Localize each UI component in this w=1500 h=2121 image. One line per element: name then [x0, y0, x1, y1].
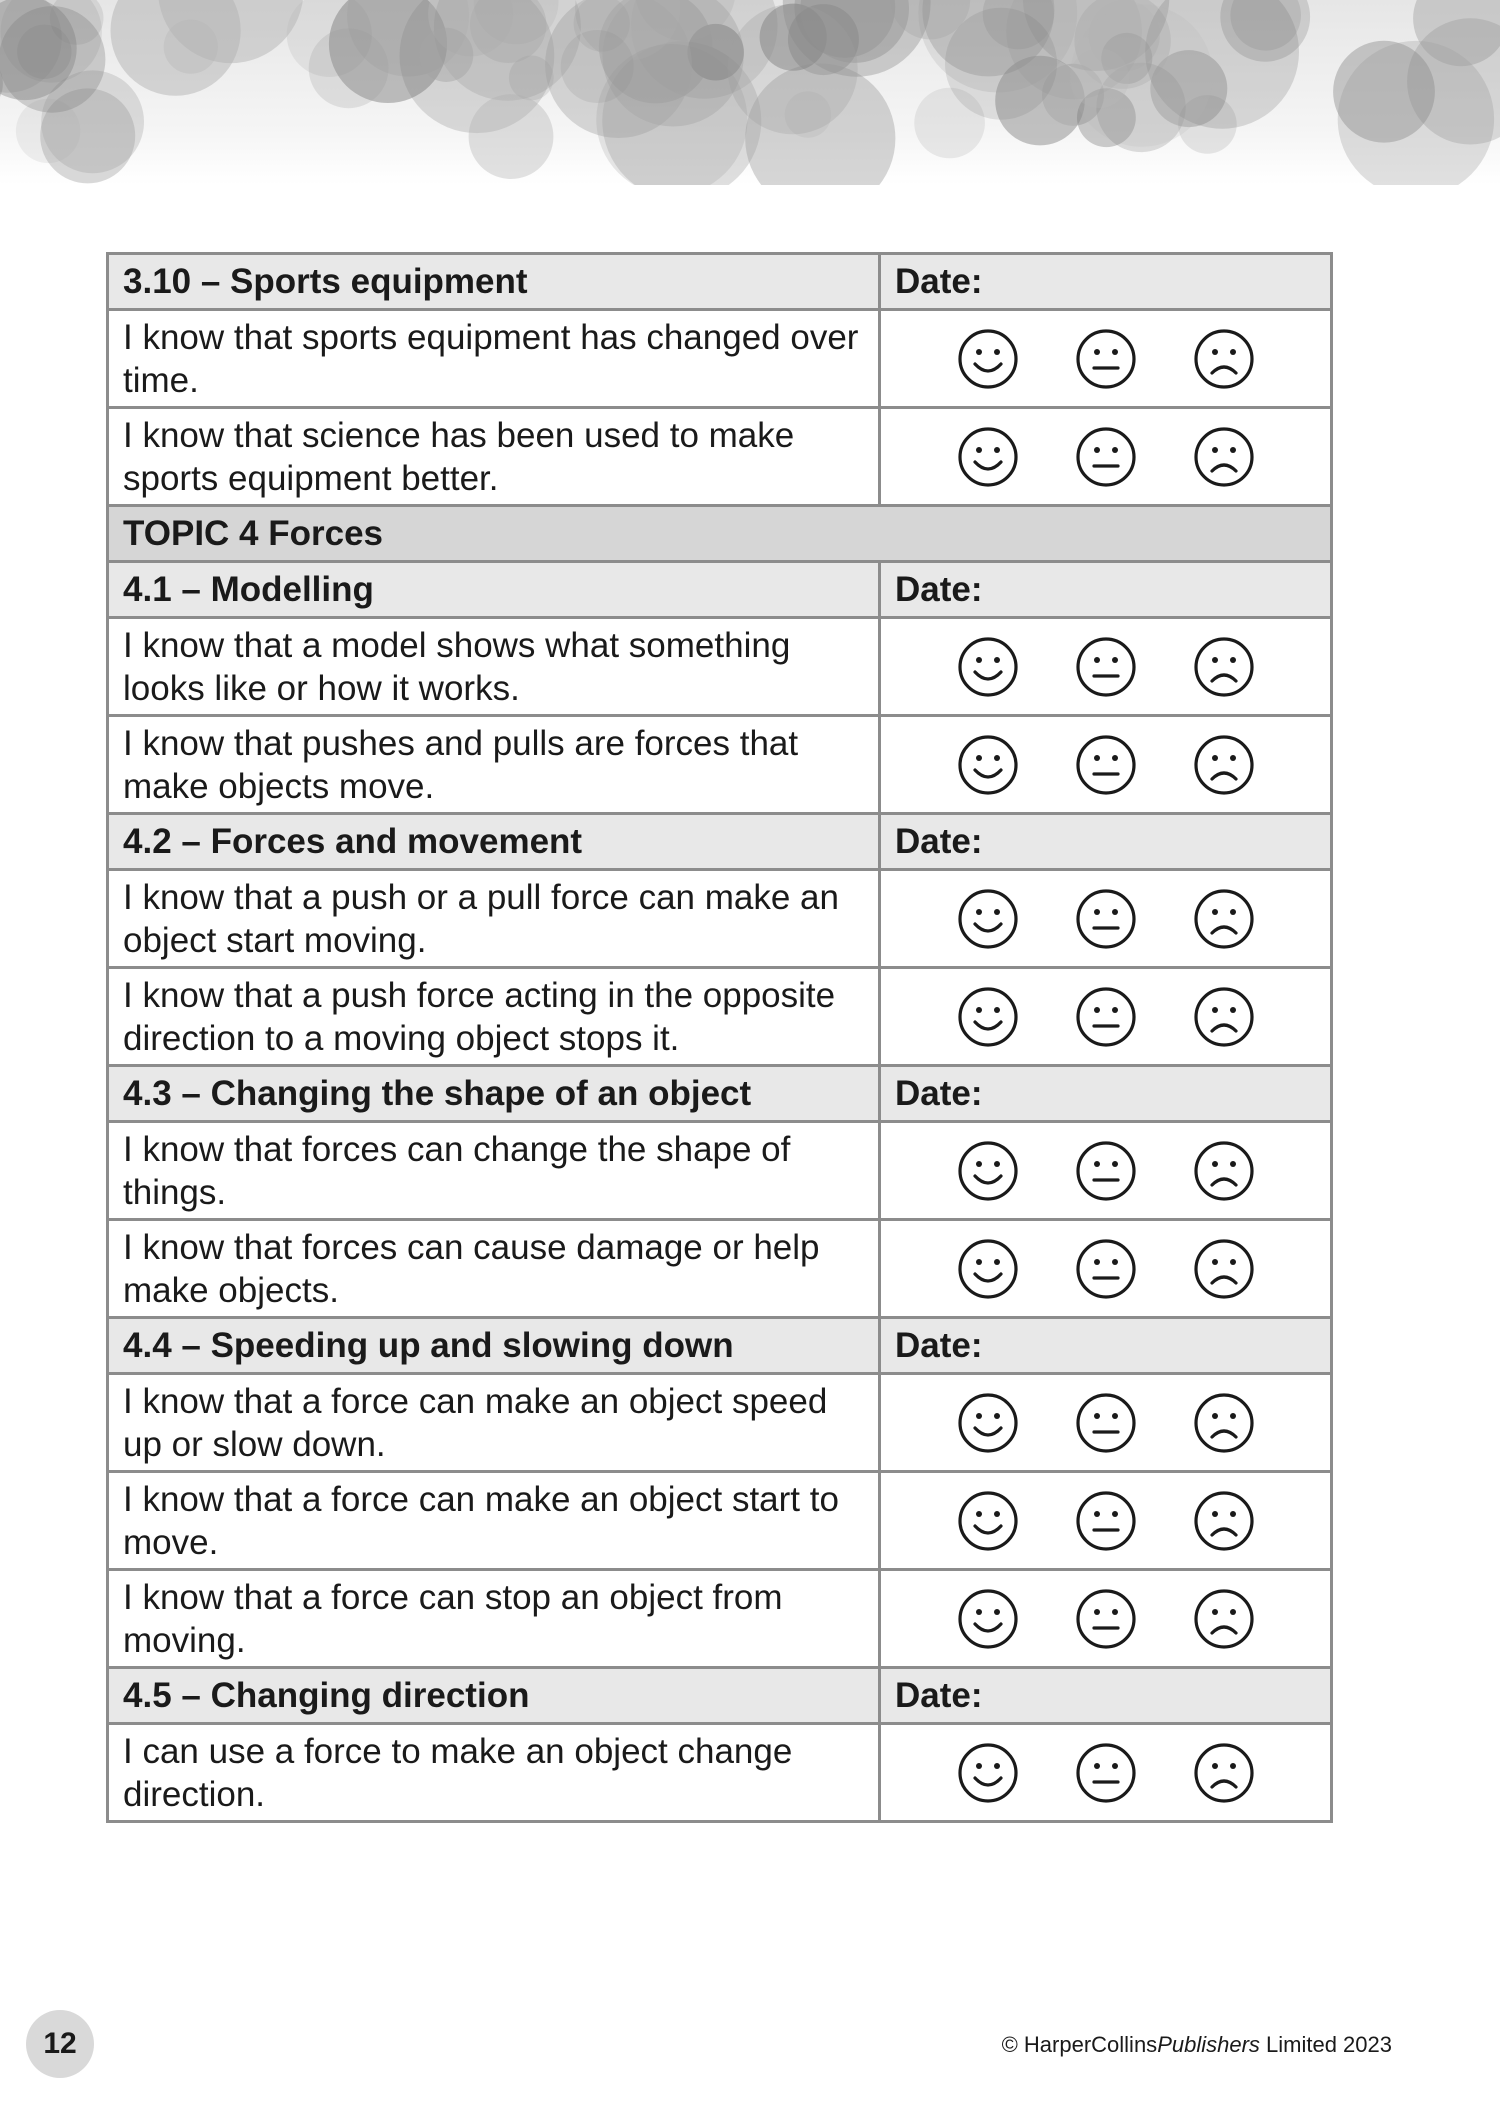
copyright-publisher: Publishers	[1157, 2032, 1260, 2057]
statement-text: I know that pushes and pulls are forces that make objects move.	[108, 716, 880, 814]
statement-text: I know that forces can cause damage or help make objects.	[108, 1220, 880, 1318]
statement-text: I know that a force can make an object start to move.	[108, 1472, 880, 1570]
happy-face-icon[interactable]	[957, 1588, 1019, 1650]
neutral-face-icon[interactable]	[1075, 1392, 1137, 1454]
statement-text: I know that a push or a pull force can make an object start moving.	[108, 870, 880, 968]
sad-face-icon[interactable]	[1193, 734, 1255, 796]
lesson-heading-row	[108, 562, 1332, 618]
happy-face-icon[interactable]	[957, 888, 1019, 950]
sad-face-icon[interactable]	[1193, 888, 1255, 950]
statement-row	[108, 1374, 1332, 1472]
bubble-shape	[0, 6, 105, 113]
statement-text: I know that science has been used to make sports equipment better.	[108, 408, 880, 506]
statement-row	[108, 1724, 1332, 1822]
lesson-title: 3.10 – Sports equipment	[108, 254, 880, 310]
statement-row	[108, 1570, 1332, 1668]
statement-row	[108, 968, 1332, 1066]
happy-face-icon[interactable]	[957, 1238, 1019, 1300]
statement-text: I know that a push force acting in the opposite direction to a moving object stops it.	[108, 968, 880, 1066]
sad-face-icon[interactable]	[1193, 1742, 1255, 1804]
self-rating-faces	[880, 1374, 1332, 1472]
self-rating-faces	[880, 1220, 1332, 1318]
copyright-notice	[1002, 2032, 1392, 2058]
bubble-shape	[419, 28, 473, 82]
lesson-title: 4.4 – Speeding up and slowing down	[108, 1318, 880, 1374]
self-assessment-checklist	[106, 252, 1333, 1823]
statement-text: I know that sports equipment has changed over time.	[108, 310, 880, 408]
lesson-heading-row	[108, 1066, 1332, 1122]
self-rating-faces	[880, 1724, 1332, 1822]
bubble-shape	[1070, 4, 1212, 146]
sad-face-icon[interactable]	[1193, 1392, 1255, 1454]
neutral-face-icon[interactable]	[1075, 1588, 1137, 1650]
neutral-face-icon[interactable]	[1075, 1238, 1137, 1300]
happy-face-icon[interactable]	[957, 1392, 1019, 1454]
statement-row	[108, 870, 1332, 968]
statement-row	[108, 1122, 1332, 1220]
neutral-face-icon[interactable]	[1075, 1742, 1137, 1804]
date-field[interactable]: Date:	[880, 1066, 1332, 1122]
self-rating-faces	[880, 1122, 1332, 1220]
date-field[interactable]: Date:	[880, 254, 1332, 310]
bubble-shape	[309, 28, 389, 108]
statement-text: I know that forces can change the shape of things.	[108, 1122, 880, 1220]
statement-text: I know that a model shows what something looks like or how it works.	[108, 618, 880, 716]
page-number: 12	[26, 2010, 94, 2078]
statement-row	[108, 310, 1332, 408]
statement-row	[108, 408, 1332, 506]
neutral-face-icon[interactable]	[1075, 734, 1137, 796]
lesson-title: 4.1 – Modelling	[108, 562, 880, 618]
happy-face-icon[interactable]	[957, 1742, 1019, 1804]
copyright-prefix: © HarperCollins	[1001, 2032, 1158, 2057]
decorative-bubble-banner	[0, 0, 1500, 185]
self-rating-faces	[880, 870, 1332, 968]
neutral-face-icon[interactable]	[1075, 1140, 1137, 1202]
sad-face-icon[interactable]	[1193, 1490, 1255, 1552]
statement-row	[108, 1220, 1332, 1318]
lesson-heading-row	[108, 254, 1332, 310]
neutral-face-icon[interactable]	[1075, 1490, 1137, 1552]
topic-title: TOPIC 4 Forces	[108, 506, 1332, 562]
neutral-face-icon[interactable]	[1075, 328, 1137, 390]
sad-face-icon[interactable]	[1193, 1238, 1255, 1300]
lesson-title: 4.2 – Forces and movement	[108, 814, 880, 870]
self-rating-faces	[880, 1570, 1332, 1668]
bubble-shape	[469, 94, 554, 179]
self-rating-faces	[880, 618, 1332, 716]
statement-row	[108, 618, 1332, 716]
neutral-face-icon[interactable]	[1075, 986, 1137, 1048]
copyright-suffix: Limited 2023	[1259, 2032, 1392, 2057]
self-rating-faces	[880, 968, 1332, 1066]
lesson-title: 4.5 – Changing direction	[108, 1668, 880, 1724]
happy-face-icon[interactable]	[957, 636, 1019, 698]
date-field[interactable]: Date:	[880, 1668, 1332, 1724]
happy-face-icon[interactable]	[957, 328, 1019, 390]
happy-face-icon[interactable]	[957, 986, 1019, 1048]
statement-row	[108, 716, 1332, 814]
sad-face-icon[interactable]	[1193, 328, 1255, 390]
sad-face-icon[interactable]	[1193, 986, 1255, 1048]
statement-text: I know that a force can stop an object from moving.	[108, 1570, 880, 1668]
happy-face-icon[interactable]	[957, 1140, 1019, 1202]
self-rating-faces	[880, 1472, 1332, 1570]
sad-face-icon[interactable]	[1193, 426, 1255, 488]
statement-row	[108, 1472, 1332, 1570]
happy-face-icon[interactable]	[957, 1490, 1019, 1552]
date-field[interactable]: Date:	[880, 1318, 1332, 1374]
topic-heading-row	[108, 506, 1332, 562]
neutral-face-icon[interactable]	[1075, 426, 1137, 488]
neutral-face-icon[interactable]	[1075, 636, 1137, 698]
lesson-heading-row	[108, 814, 1332, 870]
self-rating-faces	[880, 310, 1332, 408]
happy-face-icon[interactable]	[957, 734, 1019, 796]
date-field[interactable]: Date:	[880, 814, 1332, 870]
bubble-shape	[945, 8, 1057, 120]
lesson-heading-row	[108, 1318, 1332, 1374]
statement-text: I know that a force can make an object speed up or slow down.	[108, 1374, 880, 1472]
lesson-heading-row	[108, 1668, 1332, 1724]
self-rating-faces	[880, 716, 1332, 814]
sad-face-icon[interactable]	[1193, 1140, 1255, 1202]
sad-face-icon[interactable]	[1193, 1588, 1255, 1650]
date-field[interactable]: Date:	[880, 562, 1332, 618]
statement-text: I can use a force to make an object change direction.	[108, 1724, 880, 1822]
neutral-face-icon[interactable]	[1075, 888, 1137, 950]
self-rating-faces	[880, 408, 1332, 506]
lesson-title: 4.3 – Changing the shape of an object	[108, 1066, 880, 1122]
sad-face-icon[interactable]	[1193, 636, 1255, 698]
happy-face-icon[interactable]	[957, 426, 1019, 488]
